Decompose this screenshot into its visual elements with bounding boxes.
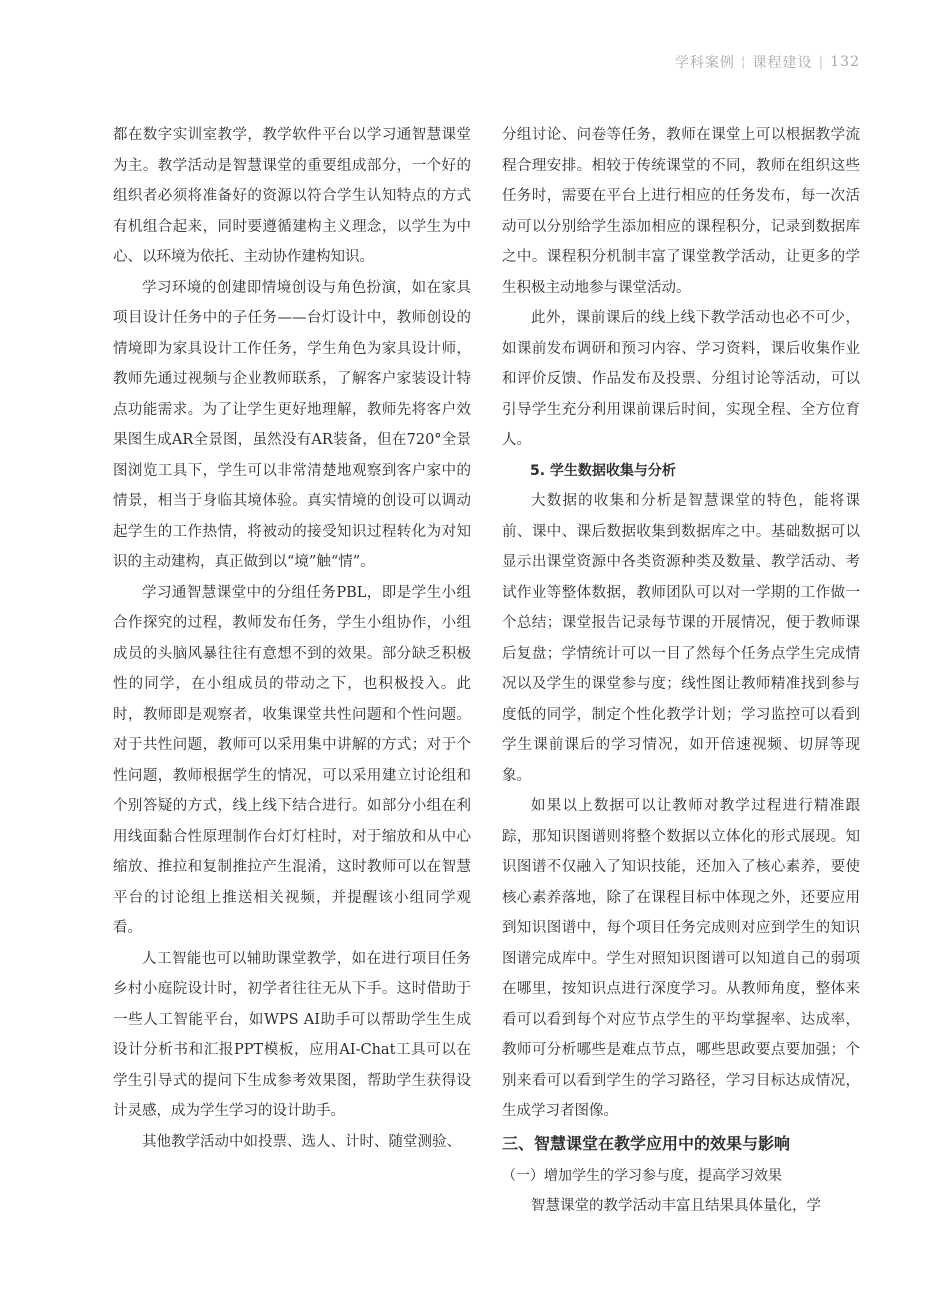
section-heading: 三、智慧课堂在教学应用中的效果与影响 (502, 1133, 791, 1153)
subheading: 5. 学生数据收集与分析 (530, 462, 676, 479)
header-divider: | (818, 54, 825, 70)
paragraph: 如果以上数据可以让教师对教学过程进行精准跟踪，那知识图谱则将整个数据以立体化的形式展现。知识图谱不仅融入了知识技能，还加入了核心素养，要使核心素养落地，除了在课程目标中体现之外，还要应用到知识图谱中，每个项目任务完成则对应到学生的知识图谱完成库中。学生对照知识图谱可以知道自己的弱项在哪里，按知识点进行深度学习。从教师角度，整体来看可以看到每个对应节点学生的平均掌握率、达成率，教师可分析哪些是难点节点，哪些思政要点要加强；个别来看可以看到学生的学习路径，学习目标达成情况，生成学习者图像。 (502, 798, 860, 1119)
subsection-heading: （一）增加学生的学习参与度，提高学习效果 (502, 1167, 782, 1184)
paragraph: 此外，课前课后的线上线下教学活动也必不可少，如课前发布调研和预习内容、学习资料，课后收集作业和评价反馈、作品发布及投票、分组讨论等活动，可以引导学生充分利用课前课后时间，实现全程、全方位育人。 (502, 310, 860, 448)
running-header (675, 52, 860, 72)
paragraph: 分组讨论、问卷等任务，教师在课堂上可以根据教学流程合理安排。相较于传统课堂的不同，教师在组织这些任务时，需要在平台上进行相应的任务发布，每一次活动可以分别给学生添加相应的课程积分，记录到数据库之中。课程积分机制丰富了课堂教学活动，让更多的学生积极主动地参与课堂活动。 (502, 127, 860, 296)
left-column (113, 120, 471, 1157)
paragraph: 学习通智慧课堂中的分组任务PBL，即是学生小组合作探究的过程，教师发布任务，学生小组协作，小组成员的头脑风暴往往有意想不到的效果。部分缺乏积极性的同学，在小组成员的带动之下，也积极投入。此时，教师即是观察者，收集课堂共性问题和个性问题。对于共性问题，教师可以采用集中讲解的方式；对于个性问题，教师根据学生的情况，可以采用建立讨论组和个别答疑的方式，线上线下结合进行。如部分小组在利用线面黏合性原理制作台灯灯柱时，对于缩放和从中心缩放、推拉和复制推拉产生混淆，这时教师可以在智慧平台的讨论组上推送相关视频，并提醒该小组同学观看。 (113, 584, 471, 936)
page-number: 132 (830, 54, 860, 70)
header-section: 课程建设 (752, 55, 813, 71)
paragraph: 学习环境的创建即情境创设与角色扮演，如在家具项目设计任务中的子任务——台灯设计中，教师创设的情境即为家具设计工作任务，学生角色为家具设计师，教师先通过视频与企业教师联系，了解客户家装设计特点功能需求。为了让学生更好地理解，教师先将客户效果图生成AR全景图，虽然没有AR装备，但在720°全景图浏览工具下，学生可以非常清楚地观察到客户家中的情景，相当于身临其境体验。真实情境的创设可以调动起学生的工作热情，将被动的接受知识过程转化为对知识的主动建构，真正做到以“境”触“情”。 (113, 279, 471, 570)
paragraph: 大数据的收集和分析是智慧课堂的特色，能将课前、课中、课后数据收集到数据库之中。基础数据可以显示出课堂资源中各类资源种类及数量、教学活动、考试作业等整体数据，教师团队可以对一学期的工作做一个总结；课堂报告记录每节课的开展情况，便于教师课后复盘；学情统计可以一目了然每个任务点学生完成情况以及学生的课堂参与度；线性图让教师精准找到参与度低的同学，制定个性化教学计划；学习监控可以看到学生课前课后的学习情况，如开倍速视频、切屏等现象。 (502, 493, 860, 784)
paragraph: 都在数字实训室教学，教学软件平台以学习通智慧课堂为主。教学活动是智慧课堂的重要组成部分，一个好的组织者必须将准备好的资源以符合学生认知特点的方式有机组合起来，同时要遵循建构主义理念，以学生为中心、以环境为依托、主动协作建构知识。 (113, 127, 471, 265)
header-category: 学科案例 (674, 55, 735, 71)
right-column (502, 120, 860, 1222)
paragraph: 智慧课堂的教学活动丰富且结果具体量化，学 (531, 1198, 821, 1214)
paragraph: 人工智能也可以辅助课堂教学，如在进行项目任务乡村小庭院设计时，初学者往往无从下手。这时借助于一些人工智能平台，如WPS AI助手可以帮助学生生成设计分析书和汇报PPT模板，应用AI-Chat工具可以在学生引导式的提问下生成参考效果图，帮助学生获得设计灵感，成为学生学习的设计助手。 (113, 950, 471, 1119)
paragraph: 其他教学活动中如投票、选人、计时、随堂测验、 (142, 1133, 461, 1150)
header-divider: ¦ (740, 54, 747, 70)
